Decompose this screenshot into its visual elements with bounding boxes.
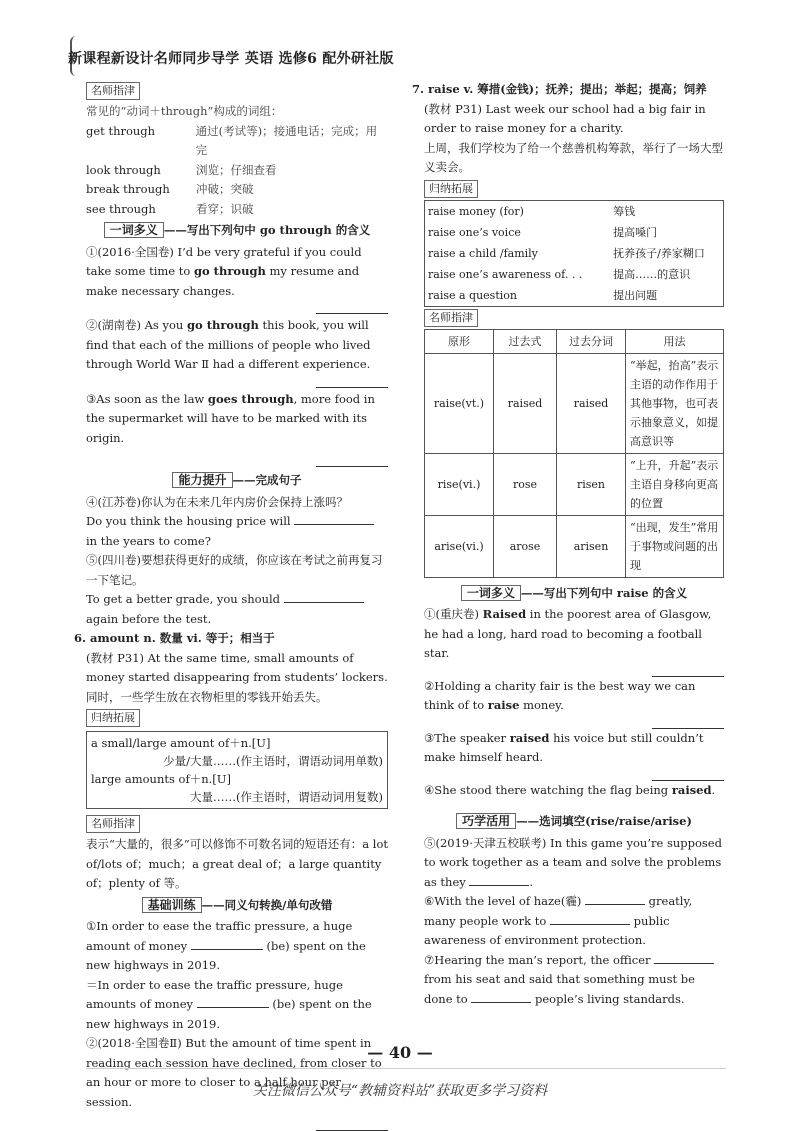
exercise-q5-cn: ⑤(四川卷)要想获得更好的成绩，你应该在考试之前再复习一下笔记。 bbox=[86, 553, 383, 587]
exercise-q2: ②(湖南卷) As you go through this book, you will find that each of the millions of people who lived through World War Ⅱ had a different experience. bbox=[86, 318, 371, 371]
exercise-r4: ④She stood there watching the flag being raised. bbox=[424, 782, 716, 797]
answer-blank[interactable] bbox=[652, 716, 724, 729]
table-header: 原形 过去式 过去分词 用法 bbox=[425, 329, 724, 353]
exercise-r1: ①(重庆卷) Raised in the poorest area of Glasgow, he had a long, hard road to becoming a football star. bbox=[424, 607, 712, 660]
page-header: 新课程新设计名师同步导学 英语 选修6 配外研社版 bbox=[68, 51, 394, 67]
answer-blank[interactable] bbox=[316, 454, 388, 467]
answer-blank[interactable] bbox=[191, 937, 263, 950]
exercise-r3: ③The speaker raised his voice but still couldn’t make himself heard. bbox=[424, 730, 704, 764]
exercise-r7: ⑦Hearing the man’s report, the officer from his seat and said that something must be done to people’s living standards. bbox=[424, 951, 724, 1010]
item-7-translation: 上周，我们学校为了给一个慈善机构筹款，举行了一场大型义卖会。 bbox=[424, 140, 723, 174]
item-7-title: 7. raise v. 筹措(金钱)；抚养；提出；举起；提高；饲养 bbox=[412, 82, 707, 96]
table-row: raise a child /family 抚养孩子/养家糊口 bbox=[428, 246, 705, 260]
tips-tag: 名师指津 bbox=[424, 309, 478, 327]
answer-blank[interactable] bbox=[585, 892, 645, 905]
section-heading: 能力提升 ——完成句子 bbox=[86, 471, 388, 491]
answer-blank[interactable] bbox=[654, 951, 714, 964]
answer-blank[interactable] bbox=[469, 873, 529, 886]
extension-table bbox=[424, 200, 724, 307]
exercise-r6: ⑥With the level of haze(霾) greatly, many people work to public awareness of environment protection. bbox=[424, 894, 693, 947]
verb-forms-table bbox=[424, 329, 724, 578]
answer-blank[interactable] bbox=[316, 301, 388, 314]
exercise-q6a: ①In order to ease the traffic pressure, a huge amount of money (be) spent on the new highways in 2019. bbox=[86, 919, 366, 972]
item-6-example: (教材 P31) At the same time, small amounts of money started disappearing from students’ lockers. bbox=[86, 650, 388, 684]
answer-blank[interactable] bbox=[197, 995, 269, 1008]
table-row: raise one’s voice 提高嗓门 bbox=[428, 225, 658, 239]
exercise-q4-en: Do you think the housing price will in the years to come? bbox=[86, 512, 388, 551]
tips-tag: 名师指津 bbox=[86, 82, 140, 100]
table-row: raise(vt.) raised raised “举起，抬高”表示主语的动作作用于其他事物，也可表示抽象意义，如提高意识等 bbox=[425, 353, 724, 453]
item-6-title: 6. amount n. 数量 vi. 等于；相当于 bbox=[74, 631, 275, 645]
exercise-r2: ②Holding a charity fair is the best way we can think of to raise money. bbox=[424, 678, 696, 712]
exercise-q4-cn: ④(江苏卷)你认为在未来几年内房价会保持上涨吗？ bbox=[86, 494, 348, 509]
item-6-translation: 同时，一些学生放在衣物柜里的零钱开始丢失。 bbox=[86, 689, 328, 704]
footer-divider bbox=[86, 1068, 726, 1069]
extension-box: a small/large amount of＋n.[U] 少量/大量……(作主语时，谓语动词用单数) large amounts of＋n.[U] 大量……(作主语时，谓语动词用复数) bbox=[86, 731, 388, 809]
answer-blank[interactable] bbox=[316, 375, 388, 388]
tips-tag: 名师指津 bbox=[86, 815, 140, 833]
table-row: rise(vi.) rose risen “上升，升起”表示主语自身移向更高的位置 bbox=[425, 453, 724, 515]
extension-tag: 归纳拓展 bbox=[86, 709, 140, 727]
table-row: raise money (for) 筹钱 bbox=[428, 204, 636, 218]
tips-intro: 常见的“动词＋through”构成的词组： bbox=[86, 104, 283, 118]
answer-blank[interactable] bbox=[652, 768, 724, 781]
item-7-example: (教材 P31) Last week our school had a big fair in order to raise money for a charity. bbox=[424, 101, 706, 135]
exercise-q7: ②(2018·全国卷Ⅱ) But the amount of time spent in reading each session have declined, from closer to an hour or more to closer to a half hour per session. bbox=[86, 1036, 382, 1109]
exercise-q5-en: To get a better grade, you should again before the test. bbox=[86, 590, 388, 629]
extension-tag: 归纳拓展 bbox=[424, 180, 478, 198]
exercise-q3: ③As soon as the law goes through, more food in the supermarket will have to be marked with its origin. bbox=[86, 391, 375, 445]
phrase-row: get through 通过(考试等)；接通电话；完成；用完 bbox=[86, 123, 378, 157]
section-heading: 一词多义 ——写出下列句中 go through 的含义 bbox=[86, 221, 388, 241]
answer-blank[interactable] bbox=[550, 912, 630, 925]
phrase-row: look through 浏览；仔细查看 bbox=[86, 162, 277, 177]
answer-blank[interactable] bbox=[316, 1118, 388, 1131]
answer-blank[interactable] bbox=[652, 664, 724, 677]
table-row: raise one’s awareness of. . . 提高……的意识 bbox=[428, 267, 691, 281]
answer-blank[interactable] bbox=[294, 512, 374, 525]
answer-blank[interactable] bbox=[284, 590, 364, 603]
page-number: — 40 — bbox=[367, 1043, 433, 1062]
exercise-q1: ①(2016·全国卷) I’d be very grateful if you could take some time to go through my resume and make necessary changes. bbox=[86, 244, 362, 298]
exercise-q6b: ＝In order to ease the traffic pressure, huge amounts of money (be) spent on the new highways in 2019. bbox=[86, 977, 372, 1031]
tips-text: 表示“大量的，很多”可以修饰不可数名词的短语还有：a lot of/lots of；much；a great deal of；a large quantity of；plenty of 等。 bbox=[86, 837, 388, 890]
phrase-list bbox=[86, 122, 388, 220]
answer-blank[interactable] bbox=[471, 990, 531, 1003]
left-column bbox=[74, 80, 388, 1131]
exercise-r5: ⑤(2019·天津五校联考) In this game you’re supposed to work together as a team and solve the problems as they . bbox=[424, 835, 722, 889]
section-heading: 一词多义 ——写出下列句中 raise 的含义 bbox=[424, 584, 724, 604]
table-row: raise a question 提出问题 bbox=[428, 288, 658, 302]
section-heading: 巧学活用 ——选词填空(rise/raise/arise) bbox=[424, 812, 724, 832]
section-heading: 基础训练 ——同义句转换/单句改错 bbox=[86, 896, 388, 916]
right-column bbox=[412, 80, 724, 1009]
phrase-row: break through 冲破；突破 bbox=[86, 182, 254, 196]
footer-note: 关注微信公众号“教辅资料站”获取更多学习资料 bbox=[252, 1083, 548, 1099]
phrase-row: see through 看穿；识破 bbox=[86, 201, 254, 216]
table-row: arise(vi.) arose arisen “出现，发生”常用于事物或问题的出现 bbox=[425, 515, 724, 577]
